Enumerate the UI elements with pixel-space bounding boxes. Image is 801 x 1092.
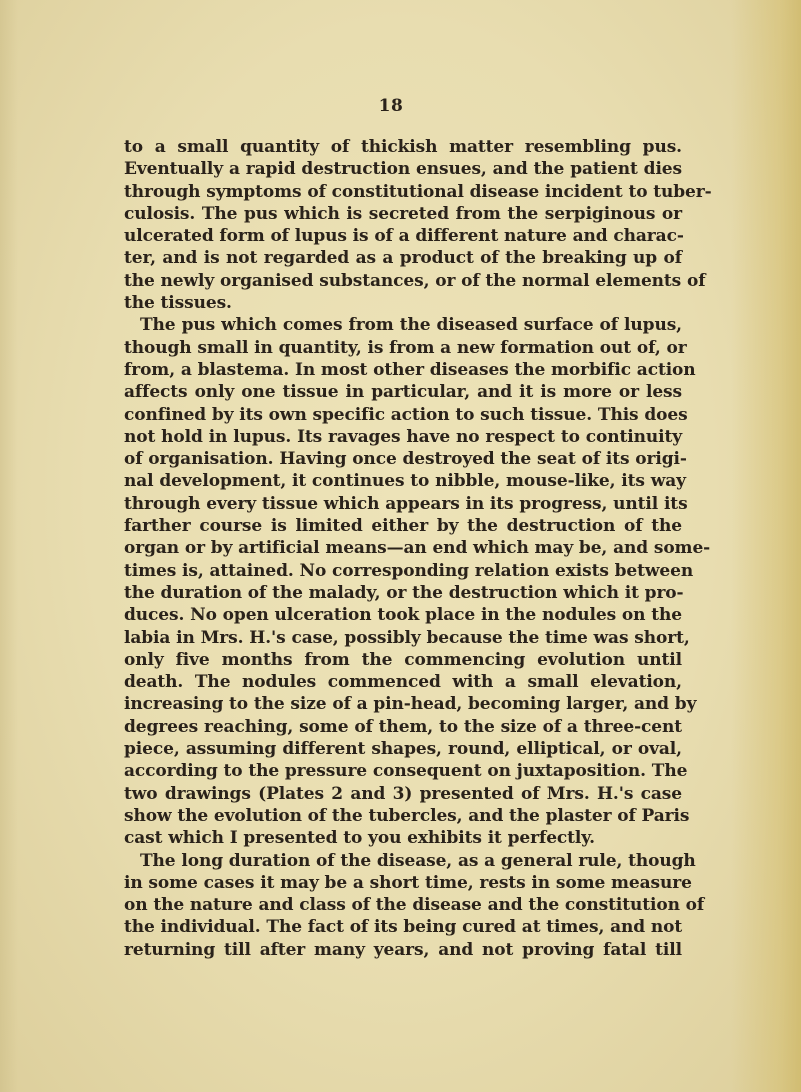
text-line: the duration of the malady, or the destruction which it pro-	[124, 582, 684, 603]
text-line: the individual. The fact of its being cured at times, and not	[124, 917, 683, 938]
text-line: degrees reaching, some of them, to the size of a three-cent	[124, 716, 682, 737]
text-line: from, a blastema. In most other diseases the morbific action	[124, 359, 696, 380]
text-line: nal development, it continues to nibble, mouse-like, its way	[124, 471, 686, 492]
text-line: to a small quantity of thickish matter resembling pus.	[124, 137, 682, 157]
text-line: organ or by artificial means—an end which may be, and some-	[124, 538, 711, 559]
text-line: farther course is limited either by the destruction of the	[124, 516, 682, 537]
paragraph-start-line: The long duration of the disease, as a general rule, though	[140, 850, 696, 871]
text-line: through every tissue which appears in its progress, until its	[124, 493, 688, 514]
text-line: ter, and is not regarded as a product of the breaking up of	[124, 248, 682, 269]
text-line: in some cases it may be a short time, rests in some measure	[124, 872, 692, 893]
text-line: affects only one tissue in particular, and it is more or less	[124, 382, 682, 403]
text-line: the tissues.	[124, 293, 232, 314]
text-line: show the evolution of the tubercles, and the plaster of Paris	[124, 805, 690, 826]
text-line: through symptoms of constitutional disease incident to tuber-	[124, 181, 712, 202]
text-line: duces. No open ulceration took place in the nodules on the	[124, 605, 682, 626]
text-line: not hold in lupus. Its ravages have no respect to continuity	[124, 426, 682, 447]
text-line: death. The nodules commenced with a small elevation,	[124, 672, 682, 693]
text-line: cast which I presented to you exhibits it perfectly.	[124, 828, 595, 849]
text-line: only five months from the commencing evolution until	[124, 649, 682, 670]
text-line: times is, attained. No corresponding relation exists between	[124, 560, 694, 581]
text-line: culosis. The pus which is secreted from the serpiginous or	[124, 203, 682, 224]
page-gutter-shadow	[0, 0, 18, 1092]
text-line: increasing to the size of a pin-head, becoming larger, and by	[124, 694, 697, 715]
page-number: 18	[378, 96, 404, 116]
body-text	[124, 136, 712, 961]
text-line: two drawings (Plates 2 and 3) presented of Mrs. H.'s case	[124, 783, 682, 804]
text-line: Eventually a rapid destruction ensues, and the patient dies	[124, 159, 682, 180]
paragraph-start-line: The pus which comes from the diseased surface of lupus,	[140, 315, 682, 336]
text-line: the newly organised substances, or of the normal elements of	[124, 270, 706, 291]
text-line: according to the pressure consequent on juxtaposition. The	[124, 761, 688, 782]
text-line: labia in Mrs. H.'s case, possibly because the time was short,	[124, 627, 690, 648]
text-line: of organisation. Having once destroyed the seat of its origi-	[124, 449, 687, 470]
page-edge-discoloration	[731, 0, 801, 1092]
text-line: on the nature and class of the disease and the constitution of	[124, 895, 705, 916]
text-line: though small in quantity, is from a new formation out of, or	[124, 337, 687, 358]
text-line: ulcerated form of lupus is of a different nature and charac-	[124, 226, 684, 247]
text-line: confined by its own specific action to such tissue. This does	[124, 404, 688, 425]
text-line: piece, assuming different shapes, round, elliptical, or oval,	[124, 739, 682, 760]
text-line: returning till after many years, and not proving fatal till	[124, 939, 682, 960]
